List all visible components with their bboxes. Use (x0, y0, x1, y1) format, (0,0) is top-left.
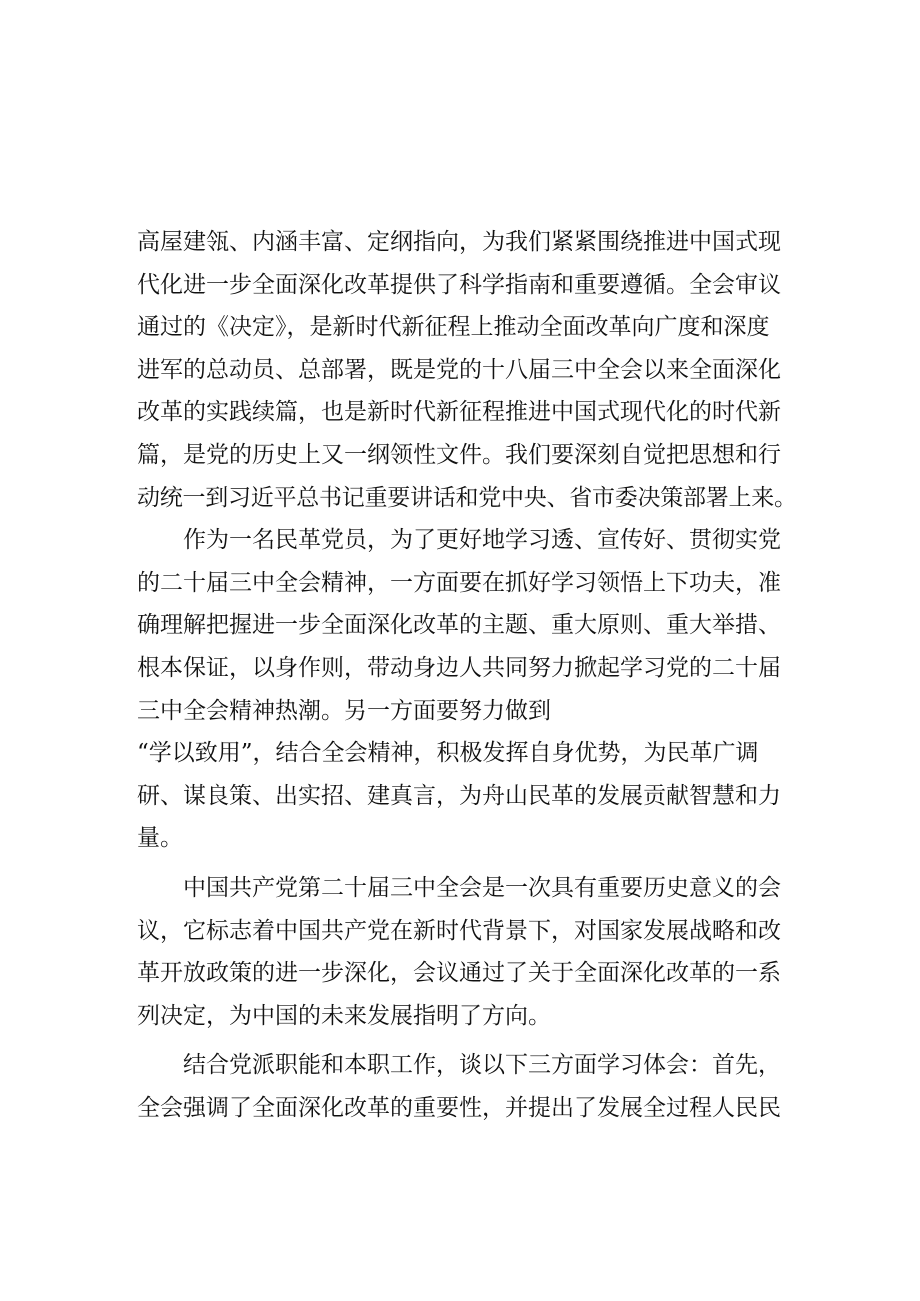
text-line: 的二十届三中全会精神，一方面要在抓好学习领悟上下功夫，准 (137, 569, 781, 596)
text-line: 改革的实践续篇，也是新时代新征程推进中国式现代化的时代新 (137, 399, 781, 426)
text-line: 量。 (137, 825, 183, 852)
paragraph-2 (137, 519, 797, 860)
text-line: 革开放政策的进一步深化，会议通过了关于全面深化改革的一系 (137, 960, 781, 987)
text-line: 结合党派职能和本职工作，谈以下三方面学习体会：首先， (183, 1052, 781, 1079)
text-line: 通过的《决定》，是新时代新征程上推动全面改革向广度和深度 (137, 314, 770, 341)
text-line: 进军的总动员、总部署，既是党的十八届三中全会以来全面深化 (137, 356, 781, 383)
text-line: 议，它标志着中国共产党在新时代背景下，对国家发展战略和改 (137, 917, 781, 944)
text-line: 代化进一步全面深化改革提供了科学指南和重要遵循。全会审议 (137, 271, 781, 298)
document-body (137, 221, 797, 1129)
paragraph-1 (137, 221, 797, 519)
paragraph-4 (137, 1044, 797, 1129)
text-line: 动统一到习近平总书记重要讲话和党中央、省市委决策部署上来。 (137, 484, 797, 511)
paragraph-3 (137, 867, 797, 1037)
text-line: 三中全会精神热潮。另一方面要努力做到 (137, 697, 551, 724)
text-line: 篇，是党的历史上又一纲领性文件。我们要深刻自觉把思想和行 (137, 441, 781, 468)
text-line: 确理解把握进一步全面深化改革的主题、重大原则、重大举措、 (137, 612, 781, 639)
text-line: “学以致用”，结合全会精神，积极发挥自身优势，为民革广调 (137, 740, 759, 767)
text-line: 全会强调了全面深化改革的重要性，并提出了发展全过程人民民 (137, 1094, 781, 1121)
text-line: 列决定，为中国的未来发展指明了方向。 (137, 1002, 551, 1029)
text-line: 高屋建瓴、内涵丰富、定纲指向，为我们紧紧围绕推进中国式现 (137, 229, 781, 255)
text-line: 研、谋良策、出实招、建真言，为舟山民革的发展贡献智慧和力 (137, 782, 781, 809)
text-line: 中国共产党第二十届三中全会是一次具有重要历史意义的会 (183, 874, 781, 901)
text-line: 根本保证，以身作则，带动身边人共同努力掀起学习党的二十届 (137, 654, 781, 681)
text-line: 作为一名民革党员，为了更好地学习透、宣传好、贯彻实党 (183, 527, 781, 554)
